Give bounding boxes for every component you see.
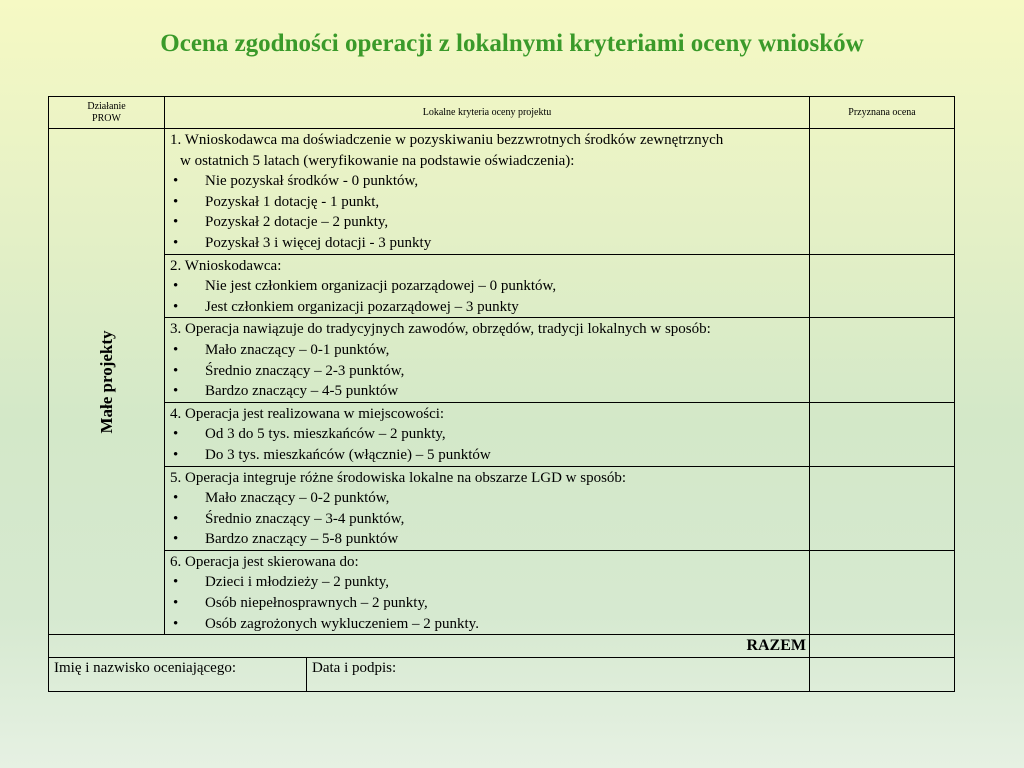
list-item: • Pozyskał 2 dotacje – 2 punkty, xyxy=(170,212,809,233)
criterion-options xyxy=(170,171,809,253)
list-item: • Nie pozyskał środków - 0 punktów, xyxy=(170,171,809,192)
list-item: • Od 3 do 5 tys. mieszkańców – 2 punkty, xyxy=(170,424,809,445)
criterion-intro: 5. Operacja integruje różne środowiska lokalne na obszarze LGD w sposób: xyxy=(170,469,627,486)
table-row xyxy=(49,466,955,550)
header-action-line1: Działanie xyxy=(87,100,126,112)
criterion-2 xyxy=(165,254,810,318)
score-cell-1[interactable] xyxy=(810,129,955,255)
criterion-5 xyxy=(165,466,810,550)
table-row xyxy=(49,254,955,318)
list-item: • Bardzo znaczący – 5-8 punktów xyxy=(170,529,809,550)
date-signature-field[interactable] xyxy=(307,658,810,692)
score-cell-2[interactable] xyxy=(810,254,955,318)
table-row xyxy=(49,402,955,466)
score-cell-5[interactable] xyxy=(810,466,955,550)
signature-score-cell[interactable] xyxy=(810,658,955,692)
list-item: • Bardzo znaczący – 4-5 punktów xyxy=(170,381,809,402)
criteria-table xyxy=(48,96,955,692)
list-item: • Nie jest członkiem organizacji pozarządowej – 0 punktów, xyxy=(170,276,809,297)
evaluator-name-field[interactable] xyxy=(49,658,307,692)
criterion-4 xyxy=(165,402,810,466)
criterion-options xyxy=(170,488,809,550)
date-signature-label: Data i podpis: xyxy=(312,660,397,677)
criterion-intro: 3. Operacja nawiązuje do tradycyjnych zawodów, obrzędów, tradycji lokalnych w sposób: xyxy=(170,321,711,338)
criterion-intro-continued: w ostatnich 5 latach (weryfikowanie na podstawie oświadczenia): xyxy=(180,152,575,169)
list-item: • Do 3 tys. mieszkańców (włącznie) – 5 punktów xyxy=(170,445,809,466)
criterion-1 xyxy=(165,129,810,255)
criterion-3 xyxy=(165,318,810,402)
criterion-intro: 2. Wnioskodawca: xyxy=(170,257,282,274)
criterion-intro: 1. Wnioskodawca ma doświadczenie w pozyskiwaniu bezzwrotnych środków zewnętrznych xyxy=(170,132,724,148)
list-item: • Pozyskał 1 dotację - 1 punkt, xyxy=(170,192,809,213)
table-header-row xyxy=(49,97,955,129)
list-item: • Mało znaczący – 0-2 punktów, xyxy=(170,488,809,509)
table-row xyxy=(49,129,955,255)
list-item: • Dzieci i młodzieży – 2 punkty, xyxy=(170,572,809,593)
criterion-options xyxy=(170,340,809,402)
score-cell-6[interactable] xyxy=(810,550,955,634)
list-item: • Osób niepełnosprawnych – 2 punkty, xyxy=(170,593,809,614)
total-label: RAZEM xyxy=(49,635,810,658)
list-item: • Średnio znaczący – 2-3 punktów, xyxy=(170,361,809,382)
criterion-6 xyxy=(165,550,810,634)
category-label: Małe projekty xyxy=(96,330,116,434)
list-item: • Pozyskał 3 i więcej dotacji - 3 punkty xyxy=(170,233,809,254)
list-item: • Średnio znaczący – 3-4 punktów, xyxy=(170,509,809,530)
criterion-options xyxy=(170,572,809,634)
table-row xyxy=(49,318,955,402)
total-row xyxy=(49,635,955,658)
table-row xyxy=(49,550,955,634)
list-item: • Mało znaczący – 0-1 punktów, xyxy=(170,340,809,361)
score-cell-3[interactable] xyxy=(810,318,955,402)
header-criteria: Lokalne kryteria oceny projektu xyxy=(165,97,810,129)
criterion-options xyxy=(170,424,809,465)
criterion-options xyxy=(170,276,809,317)
category-cell xyxy=(49,129,165,635)
total-score-cell[interactable] xyxy=(810,635,955,658)
signature-row xyxy=(49,658,955,692)
header-action-line2: PROW xyxy=(92,112,121,124)
evaluator-name-label: Imię i nazwisko oceniającego: xyxy=(54,660,237,677)
header-score: Przyznana ocena xyxy=(810,97,955,129)
score-cell-4[interactable] xyxy=(810,402,955,466)
page-title: Ocena zgodności operacji z lokalnymi kryteriami oceny wniosków xyxy=(160,30,864,57)
list-item: • Osób zagrożonych wykluczeniem – 2 punkty. xyxy=(170,614,809,635)
header-action-prow xyxy=(49,97,165,129)
list-item: • Jest członkiem organizacji pozarządowej – 3 punkty xyxy=(170,297,809,318)
criterion-intro: 4. Operacja jest realizowana w miejscowości: xyxy=(170,405,445,422)
criterion-intro: 6. Operacja jest skierowana do: xyxy=(170,553,359,570)
